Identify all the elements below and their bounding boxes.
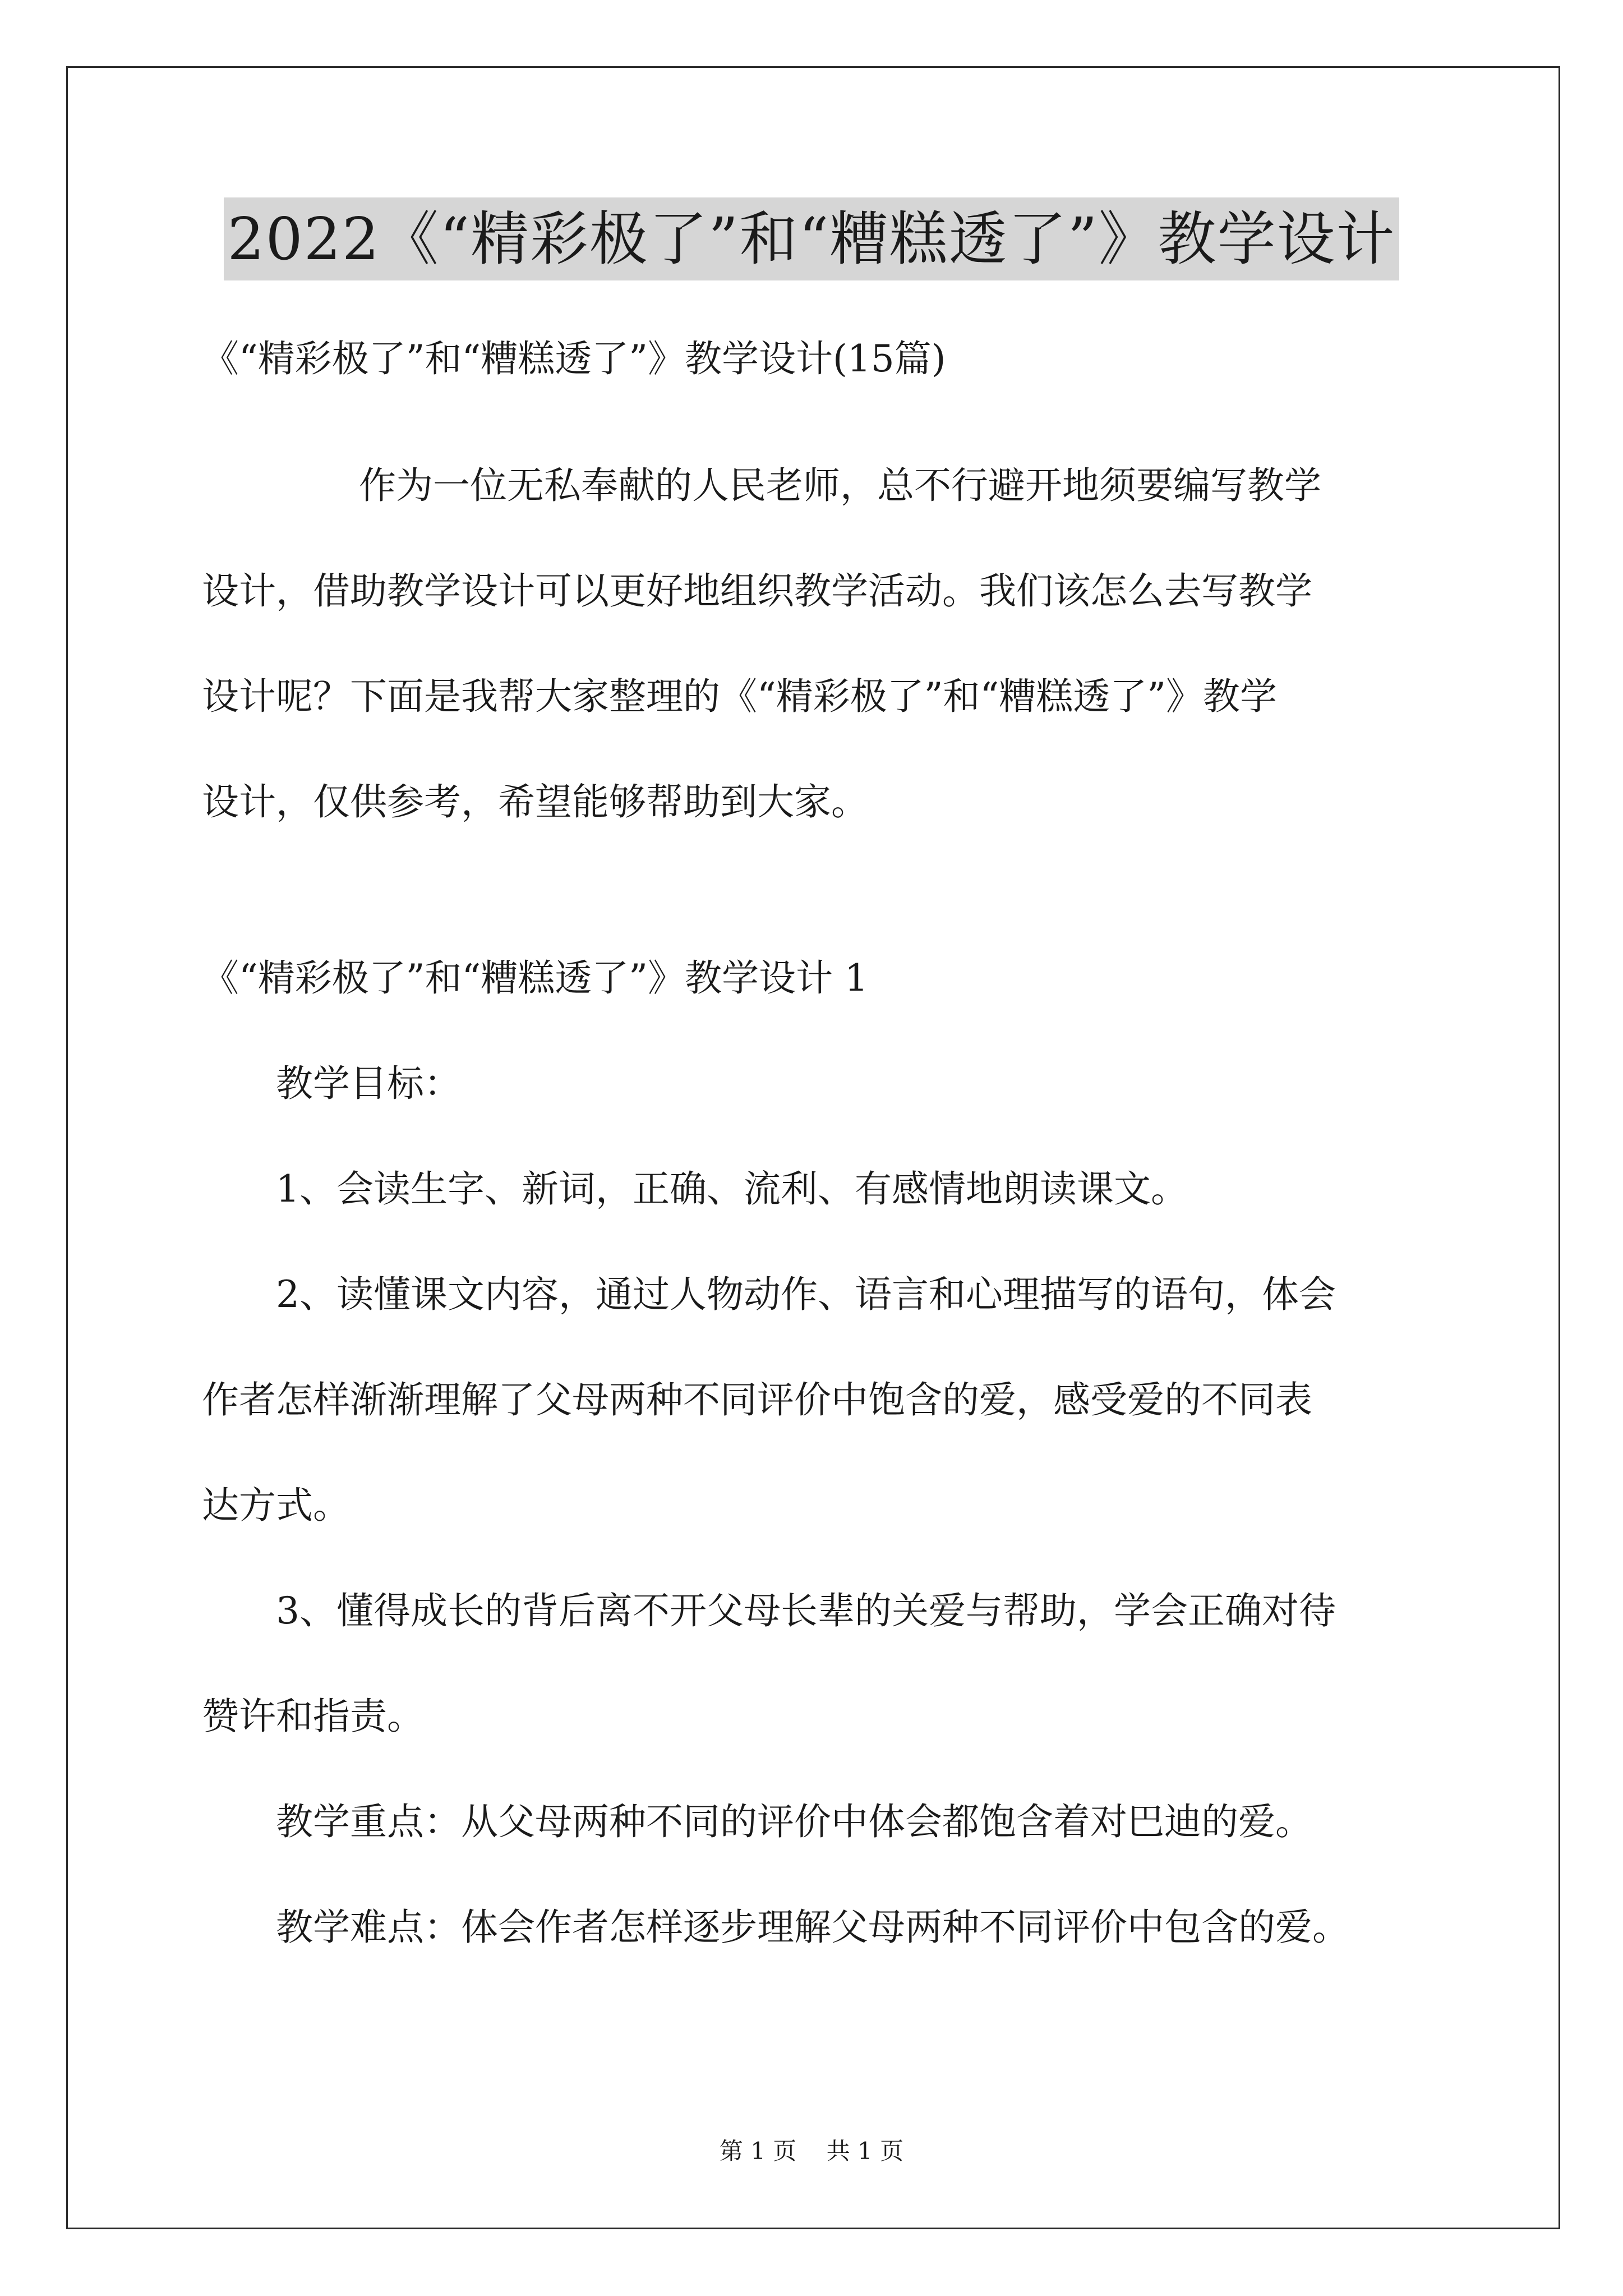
intro-line-1: 作为一位无私奉献的人民老师，总不行避开地须要编写教学	[359, 464, 1321, 507]
intro-line-3: 设计呢？下面是我帮大家整理的《“精彩极了”和“糟糕透了”》教学	[202, 675, 1277, 718]
goal-1: 1、会读生字、新词，正确、流利、有感情地朗读课文。	[276, 1167, 1188, 1211]
intro-line-4: 设计，仅供参考，希望能够帮助到大家。	[202, 780, 868, 823]
document-subtitle: 《“精彩极了”和“糟糕透了”》教学设计(15篇)	[202, 337, 946, 380]
goal-2-line-3: 达方式。	[202, 1484, 350, 1527]
section-heading: 《“精彩极了”和“糟糕透了”》教学设计 1	[202, 956, 868, 1000]
goals-label: 教学目标：	[276, 1062, 461, 1105]
key-point: 教学重点：从父母两种不同的评价中体会都饱含着对巴迪的爱。	[276, 1800, 1312, 1843]
goal-3-line-1: 3、懂得成长的背后离不开父母长辈的关爱与帮助，学会正确对待	[276, 1589, 1336, 1632]
goal-2-line-2: 作者怎样渐渐理解了父母两种不同评价中饱含的爱，感受爱的不同表	[202, 1378, 1312, 1421]
goal-3-line-2: 赞许和指责。	[202, 1695, 424, 1738]
page-footer: 第 1 页 共 1 页	[719, 2137, 904, 2165]
goal-2-line-1: 2、读懂课文内容，通过人物动作、语言和心理描写的语句，体会	[276, 1273, 1336, 1316]
intro-line-2: 设计，借助教学设计可以更好地组织教学活动。我们该怎么去写教学	[202, 569, 1312, 613]
document-title: 2022《“精彩极了”和“糟糕透了”》教学设计	[224, 197, 1399, 280]
title-container	[0, 197, 1623, 280]
difficult-point: 教学难点：体会作者怎样逐步理解父母两种不同评价中包含的爱。	[276, 1906, 1349, 1949]
